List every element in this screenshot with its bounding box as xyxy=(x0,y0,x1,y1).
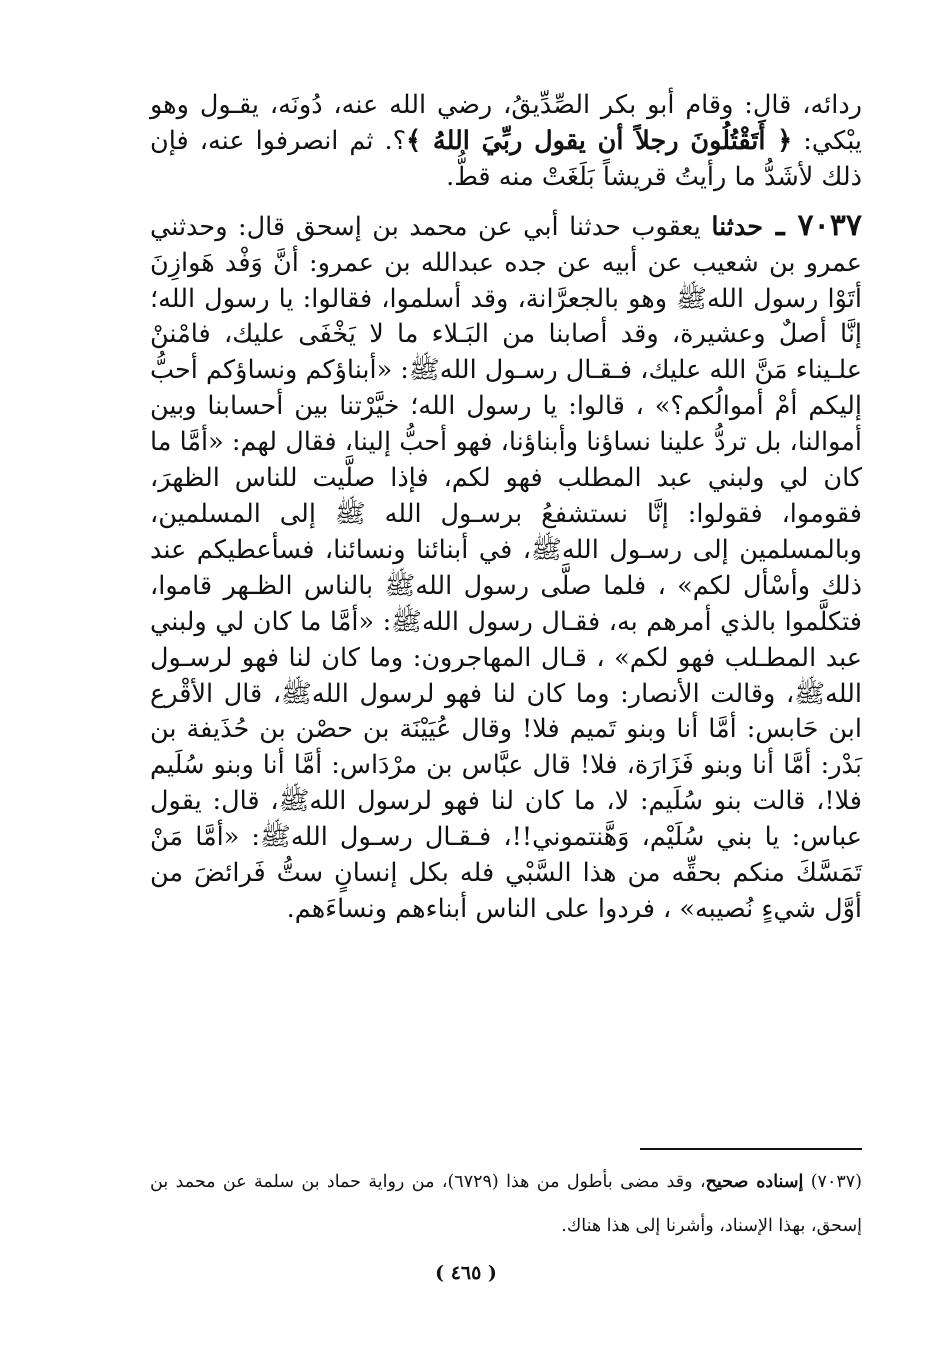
main-text xyxy=(150,88,862,928)
page-number: ( ٤٦٥ ) xyxy=(435,1262,497,1284)
paragraph-text: ردائه، قال: وقام أبو بكر الصِّدِّيقُ، رضي الله عنه، دُونَه، يقـول وهو يبْكي: xyxy=(150,90,862,156)
hadith-lead: حدثنا xyxy=(711,211,764,242)
hadith-paragraph xyxy=(150,208,862,928)
hadith-number: ٧٠٣٧ xyxy=(797,207,862,243)
footnote-grade: إسناده صحيح xyxy=(705,1172,804,1192)
footnote-number: (٧٠٣٧) xyxy=(803,1172,862,1192)
footnote-text: ، وقد مضى بأطول من هذا (٦٧٢٩)، من رواية حماد بن سلمة عن محمد بن إسحق، بهذا الإسناد، وأشرنا إلى هذا هناك. xyxy=(150,1172,862,1236)
paragraph-text: ؟. ثم انصرفوا عنه، فإن ذلك لأشَدُّ ما رأيتُ قريشاً بَلَغَتْ منه قطُّ. xyxy=(150,125,862,192)
hadith-dash: ـ xyxy=(763,207,798,243)
paragraph-continuation xyxy=(150,88,862,196)
footnote xyxy=(150,1160,862,1248)
footnote-divider xyxy=(640,1148,862,1150)
quran-quote: ﴿ أَتَقْتُلُونَ رجلاً أن يقول ربِّيَ اللهُ ﴾ xyxy=(406,125,793,156)
hadith-text: يعقوب حدثنا أبي عن محمد بن إسحق قال: وحدثني عمرو بن شعيب عن أبيه عن جده عبدالله بن عمرو: أنَّ وَفْد هَوازِنَ أتَوْا رسول اللهﷺ وهو بالجعرَّانة، وقد أسلموا، فقالوا: يا رسول الله؛ إنَّا أصلٌ وعشيرة، وقد أصابنا من البَـلاء ما لا يَخْفَى عليك، فامْننْ علـيناء مَنَّ الله عليك، فـقـال رسـول اللهﷺ: «أبناؤكم ونساؤكم أحبُّ إليكم أمْ أموالُكم؟» ، قالوا: يا رسول الله؛ خيَّرْتنا بين أحسابنا وبين أموالنا، بل تردُّ علينا نساؤنا وأبناؤنا، فهو أحبُّ إلينا، فقال لهم: «أمَّا ما كان لي ولبني عبد المطلب فهو لكم، فإذا صلَّيت للناس الظهرَ، فقوموا، فقولوا: إنَّا نستشفعُ برسـول الله ﷺ إلى المسلمين، وبالمسلمين إلى رسـول اللهﷺ، في أبنائنا ونسائنا، فسأعطيكم عند ذلك وأسْأل لكم» ، فلما صلَّى رسول اللهﷺ بالناس الظـهر قاموا، فتكلَّموا بالذي أمرهم به، فقـال رسول اللهﷺ: «أمَّا ما كان لي ولبني عبد المطـلب فهو لكم» ، قـال المهاجرون: وما كان لنا فهو لرسـول اللهﷺ، وقالت الأنصار: وما كان لنا فهو لرسول اللهﷺ، قال الأقْرع ابن حَابس: أمَّا أنا وبنو تَميم فلا! وقال عُيَيْنَة بن حصْن بن حُذَيفة بن بَدْر: أمَّا أنا وبنو فَزَارَة، فلا! قال عبَّاس بن مرْدَاس: أمَّا أنا وبنو سُلَيم فلا!، قالت بنو سُلَيم: لا، ما كان لنا فهو لرسول اللهﷺ، قال: يقول عباس: يا بني سُلَيْم، وَهَّنتموني!!، فـقـال رسـول اللهﷺ: «أمَّا مَنْ تَمَسَّكَ منكم بحقِّه من هذا السَّبْي فله بكل إنسانٍ ستُّ فَرائضَ من أوَّل شيءٍ نُصيبه» ، فردوا على الناس أبناءهم ونساءَهم. xyxy=(150,211,862,924)
